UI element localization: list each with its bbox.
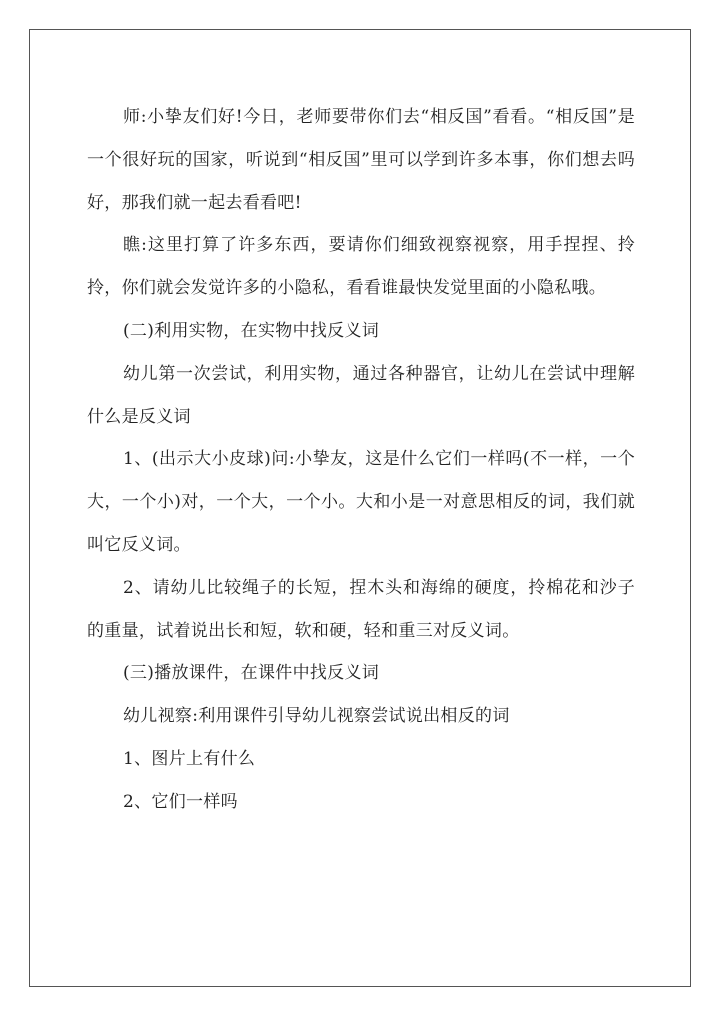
list-item-2: 2、它们一样吗 [123, 791, 238, 812]
paragraph-step-2: 2、请幼儿比较绳子的长短，捏木头和海绵的硬度，拎棉花和沙子的重量，试着说出长和短，软和硬，轻和重三对反义词。 [87, 577, 635, 641]
paragraph-observe: 瞧:这里打算了许多东西，要请你们细致视察视察，用手捏捏、拎拎，你们就会发觉许多的小隐私，看看谁最快发觉里面的小隐私哦。 [87, 235, 635, 299]
document-body [87, 96, 635, 824]
paragraph-greeting: 师:小挚友们好!今日，老师要带你们去“相反国”看看。“相反国”是一个很好玩的国家，听说到“相反国”里可以学到许多本事，你们想去吗好，那我们就一起去看看吧! [87, 107, 635, 213]
paragraph-step-1: 1、(出示大小皮球)问:小挚友，这是什么它们一样吗(不一样，一个大，一个小)对，一个大，一个小。大和小是一对意思相反的词，我们就叫它反义词。 [87, 449, 635, 555]
paragraph-courseware: 幼儿视察:利用课件引导幼儿视察尝试说出相反的词 [123, 706, 510, 727]
list-item-1: 1、图片上有什么 [123, 748, 256, 769]
section-heading-3: (三)播放课件，在课件中找反义词 [123, 663, 380, 684]
paragraph-first-try: 幼儿第一次尝试，利用实物，通过各种器官，让幼儿在尝试中理解什么是反义词 [87, 363, 635, 427]
section-heading-2: (二)利用实物，在实物中找反义词 [123, 320, 380, 341]
